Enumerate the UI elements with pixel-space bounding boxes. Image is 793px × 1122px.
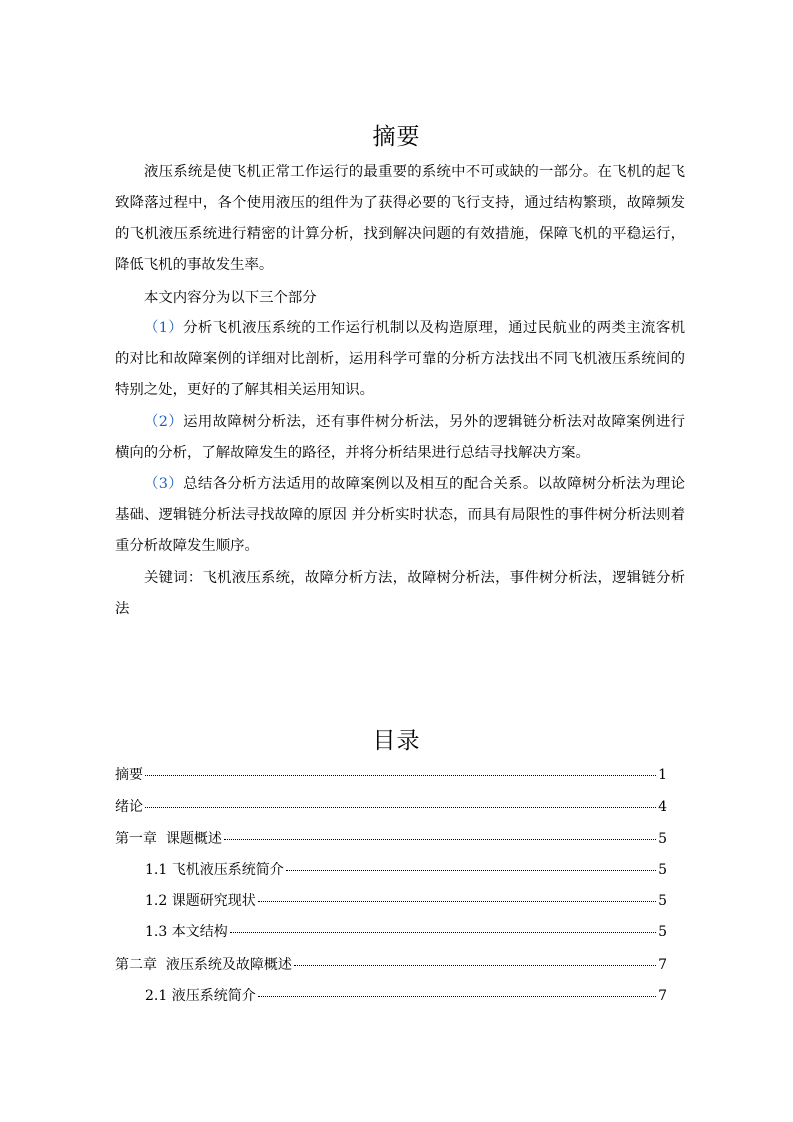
toc-entry[interactable] bbox=[115, 828, 667, 850]
toc-entry-label: 第二章 液压系统及故障概述 bbox=[115, 957, 292, 973]
abstract-keywords: 关键词：飞机液压系统，故障分析方法，故障树分析法，事件树分析法，逻辑链分析法 bbox=[115, 570, 685, 617]
toc-entry-page: 5 bbox=[658, 893, 667, 909]
toc-entry-label: 2.1 液压系统简介 bbox=[145, 988, 256, 1004]
toc-entry[interactable] bbox=[145, 921, 667, 943]
toc-entry-label: 1.1 飞机液压系统简介 bbox=[145, 862, 284, 878]
toc-entry-page: 7 bbox=[658, 988, 667, 1004]
toc-entry[interactable] bbox=[145, 859, 667, 881]
toc-entry[interactable] bbox=[145, 890, 667, 912]
part-3-number: （3） bbox=[144, 476, 184, 492]
toc-entry-page: 4 bbox=[658, 799, 667, 815]
abstract-paragraph-part-3 bbox=[115, 469, 685, 562]
toc-entry[interactable] bbox=[115, 796, 667, 818]
toc-entry-label: 绪论 bbox=[115, 799, 143, 815]
toc-entry-page: 7 bbox=[658, 957, 667, 973]
toc-entry[interactable] bbox=[145, 985, 667, 1007]
toc-dot-leader bbox=[145, 775, 656, 776]
part-3-text: 总结各分析方法适用的故障案例以及相互的配合关系。以故障树分析法为理论基础、逻辑链分析法寻找故障的原因 并分析实时状态，而具有局限性的事件树分析法则着重分析故障发生顺序。 bbox=[115, 476, 685, 554]
part-1-text: 分析飞机液压系统的工作运行机制以及构造原理，通过民航业的两类主流客机的对比和故障案例的详细对比剖析，运用科学可靠的分析方法找出不同飞机液压系统间的特别之处，更好的了解其相关运用知识。 bbox=[115, 320, 685, 398]
toc-title: 目录 bbox=[372, 728, 421, 754]
abstract-paragraph-part-1 bbox=[115, 313, 685, 406]
toc-dot-leader bbox=[294, 965, 656, 966]
abstract-paragraph-part-2 bbox=[115, 407, 685, 469]
toc-entry-label: 第一章 课题概述 bbox=[115, 831, 222, 847]
toc-dot-leader bbox=[286, 870, 656, 871]
toc-entry-label: 1.2 课题研究现状 bbox=[145, 893, 256, 909]
part-1-number: （1） bbox=[144, 320, 184, 336]
toc-entry-label: 1.3 本文结构 bbox=[145, 924, 228, 940]
toc-entry-page: 5 bbox=[658, 862, 667, 878]
toc-dot-leader bbox=[258, 901, 656, 902]
toc-entry-page: 1 bbox=[658, 767, 667, 783]
toc-entry[interactable] bbox=[115, 954, 667, 976]
toc-entry-label: 摘要 bbox=[115, 767, 143, 783]
abstract-title: 摘要 bbox=[372, 124, 421, 150]
toc-entry-page: 5 bbox=[658, 924, 667, 940]
part-2-number: （2） bbox=[144, 414, 184, 430]
toc-dot-leader bbox=[258, 996, 656, 997]
part-2-text: 运用故障树分析法，还有事件树分析法，另外的逻辑链分析法对故障案例进行横向的分析，了解故障发生的路径，并将分析结果进行总结寻找解决方案。 bbox=[115, 414, 685, 461]
abstract-paragraph-outline: 本文内容分为以下三个部分 bbox=[144, 290, 317, 306]
toc-dot-leader bbox=[145, 807, 656, 808]
toc-dot-leader bbox=[230, 932, 656, 933]
toc-entry[interactable] bbox=[115, 764, 667, 786]
toc-entry-page: 5 bbox=[658, 831, 667, 847]
toc-dot-leader bbox=[224, 839, 656, 840]
abstract-paragraph-intro: 液压系统是使飞机正常工作运行的最重要的系统中不可或缺的一部分。在飞机的起飞致降落过程中，各个使用液压的组件为了获得必要的飞行支持，通过结构繁琐，故障频发的飞机液压系统进行精密的计算分析，找到解决问题的有效措施，保障飞机的平稳运行，降低飞机的事故发生率。 bbox=[115, 164, 685, 273]
